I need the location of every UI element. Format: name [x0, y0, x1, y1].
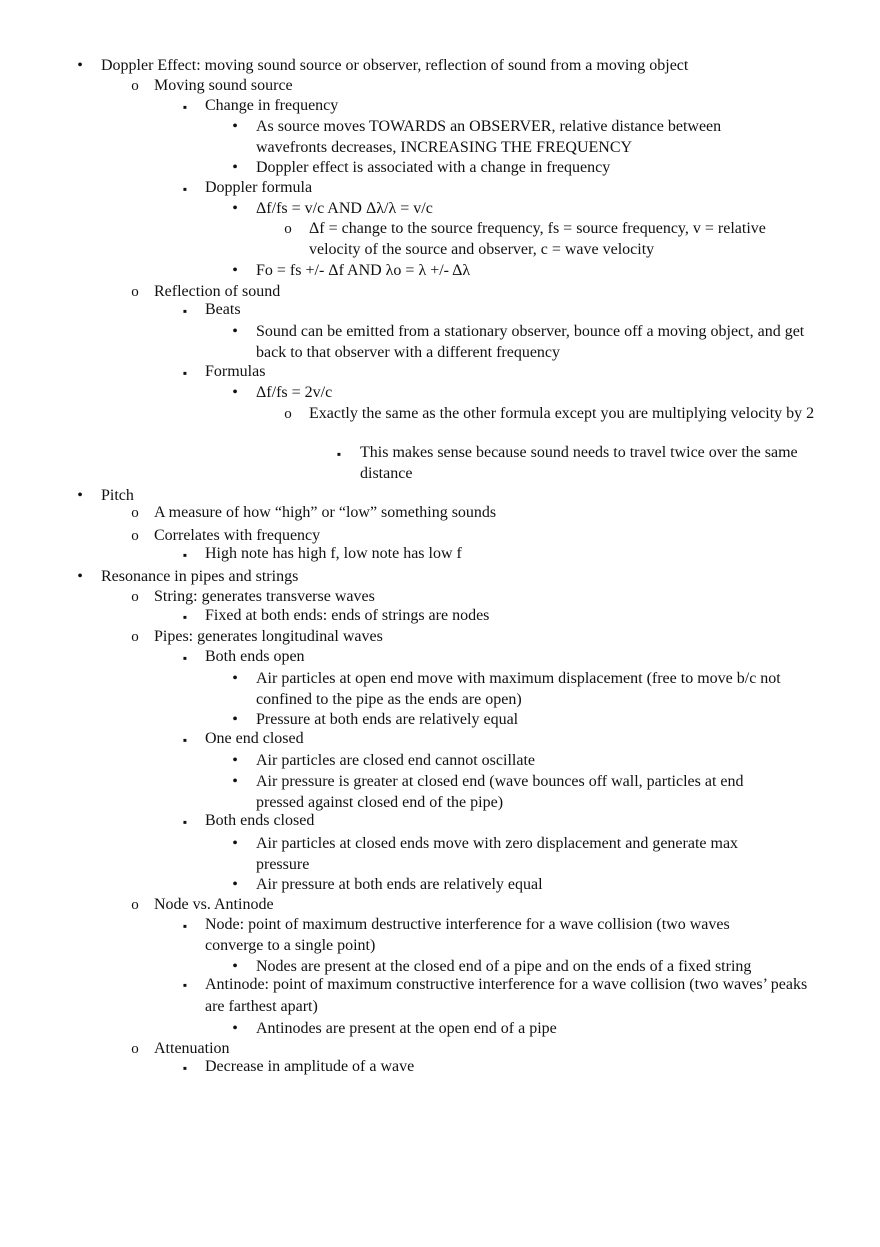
list-item-pitch: Pitch [101, 487, 134, 504]
square-marker: ▪ [182, 100, 188, 114]
bullet-marker: • [232, 752, 238, 769]
square-marker: ▪ [336, 447, 342, 461]
bullet-marker: • [232, 200, 238, 217]
square-marker: ▪ [182, 651, 188, 665]
bullet-marker: • [232, 958, 238, 975]
bullet-marker: • [232, 118, 238, 135]
list-item-one-end-closed: One end closed [205, 730, 304, 747]
bullet-marker: • [232, 670, 238, 687]
list-item-node-vs-antinode: Node vs. Antinode [154, 896, 274, 913]
bullet-marker: • [232, 159, 238, 176]
list-item-antinode-definition: Antinode: point of maximum constructive interference for a wave collision (two waves’ peaks are farthest apart) [205, 976, 808, 1015]
list-item-high-low-note: High note has high f, low note has low f [205, 545, 462, 562]
square-marker: ▪ [182, 978, 188, 992]
list-item-both-ends-closed: Both ends closed [205, 812, 315, 829]
list-item-closed-pressure-equal: Air pressure at both ends are relatively equal [256, 876, 543, 893]
list-item-attenuation: Attenuation [154, 1040, 230, 1057]
square-marker: ▪ [182, 366, 188, 380]
list-item-closed-end-pressure: Air pressure is greater at closed end (wave bounces off wall, particles at end pressed against closed end of the pipe) [256, 773, 744, 811]
list-item-correlates-frequency: Correlates with frequency [154, 527, 321, 544]
circle-marker: o [131, 1041, 139, 1057]
bullet-marker: • [232, 262, 238, 279]
list-item-doppler-effect: Doppler Effect: moving sound source or observer, reflection of sound from a moving object [101, 57, 689, 74]
square-marker: ▪ [182, 548, 188, 562]
circle-marker: o [131, 284, 139, 300]
list-item-closed-end-particles: Air particles are closed end cannot oscillate [256, 752, 535, 769]
bullet-marker: • [232, 323, 238, 340]
list-item-pipes-longitudinal: Pipes: generates longitudinal waves [154, 628, 383, 645]
circle-marker: o [131, 528, 139, 544]
list-item-open-end-particles: Air particles at open end move with maximum displacement (free to move b/c not confined to the pipe as the ends are open) [256, 670, 781, 708]
list-item-beats: Beats [205, 301, 241, 318]
list-item-antinodes-present: Antinodes are present at the open end of a pipe [256, 1020, 557, 1037]
list-item-decrease-amplitude: Decrease in amplitude of a wave [205, 1058, 415, 1075]
circle-marker: o [284, 406, 292, 422]
list-item-formulas: Formulas [205, 363, 266, 380]
bullet-marker: • [232, 384, 238, 401]
bullet-marker: • [77, 568, 83, 585]
list-item-doppler-formula: Doppler formula [205, 179, 313, 196]
bullet-marker: • [232, 835, 238, 852]
list-item-change-in-frequency: Change in frequency [205, 97, 339, 114]
square-marker: ▪ [182, 182, 188, 196]
circle-marker: o [131, 78, 139, 94]
list-item-both-ends-open: Both ends open [205, 648, 305, 665]
list-item-sound-emitted-stationary: Sound can be emitted from a stationary observer, bounce off a moving object, and get back to that observer with a different frequency [256, 323, 805, 361]
circle-marker: o [131, 505, 139, 521]
list-item-reflection-of-sound: Reflection of sound [154, 283, 281, 300]
square-marker: ▪ [182, 919, 188, 933]
bullet-marker: • [77, 57, 83, 74]
circle-marker: o [131, 589, 139, 605]
list-item-resonance: Resonance in pipes and strings [101, 568, 299, 585]
square-marker: ▪ [182, 610, 188, 624]
list-item-doppler-change-frequency: Doppler effect is associated with a change in frequency [256, 159, 611, 176]
square-marker: ▪ [182, 733, 188, 747]
list-item-closed-ends-zero-displacement: Air particles at closed ends move with zero displacement and generate max pressure [256, 835, 739, 873]
list-item-open-pressure-equal: Pressure at both ends are relatively equal [256, 711, 519, 728]
list-item-multiply-velocity: Exactly the same as the other formula except you are multiplying velocity by 2 [309, 405, 815, 422]
list-item-formula-ratio: Δf/fs = v/c AND Δλ/λ = v/c [256, 200, 433, 217]
list-item-node-definition: Node: point of maximum destructive interference for a wave collision (two waves converge to a single point) [205, 916, 730, 954]
square-marker: ▪ [182, 304, 188, 318]
list-item-nodes-present: Nodes are present at the closed end of a pipe and on the ends of a fixed string [256, 958, 752, 975]
square-marker: ▪ [182, 815, 188, 829]
list-item-moving-sound-source: Moving sound source [154, 77, 293, 94]
bullet-marker: • [232, 773, 238, 790]
circle-marker: o [284, 221, 292, 237]
list-item-observed-frequency: Fo = fs +/- Δf AND λo = λ +/- Δλ [256, 262, 471, 279]
square-marker: ▪ [182, 1061, 188, 1075]
list-item-source-towards-observer: As source moves TOWARDS an OBSERVER, relative distance between wavefronts decreases, INCREASING THE FREQUENCY [256, 118, 722, 156]
list-item-string-transverse: String: generates transverse waves [154, 588, 375, 605]
list-item-formula-definitions: Δf = change to the source frequency, fs = source frequency, v = relative velocity of the source and observer, c = wave velocity [309, 220, 766, 258]
list-item-reflection-formula: Δf/fs = 2v/c [256, 384, 333, 401]
circle-marker: o [131, 897, 139, 913]
bullet-marker: • [77, 487, 83, 504]
list-item-pitch-measure: A measure of how “high” or “low” something sounds [154, 504, 497, 521]
bullet-marker: • [232, 876, 238, 893]
circle-marker: o [131, 629, 139, 645]
list-item-fixed-both-ends: Fixed at both ends: ends of strings are nodes [205, 607, 490, 624]
bullet-marker: • [232, 711, 238, 728]
bullet-marker: • [232, 1020, 238, 1037]
list-item-travel-twice: This makes sense because sound needs to travel twice over the same distance [360, 444, 798, 482]
